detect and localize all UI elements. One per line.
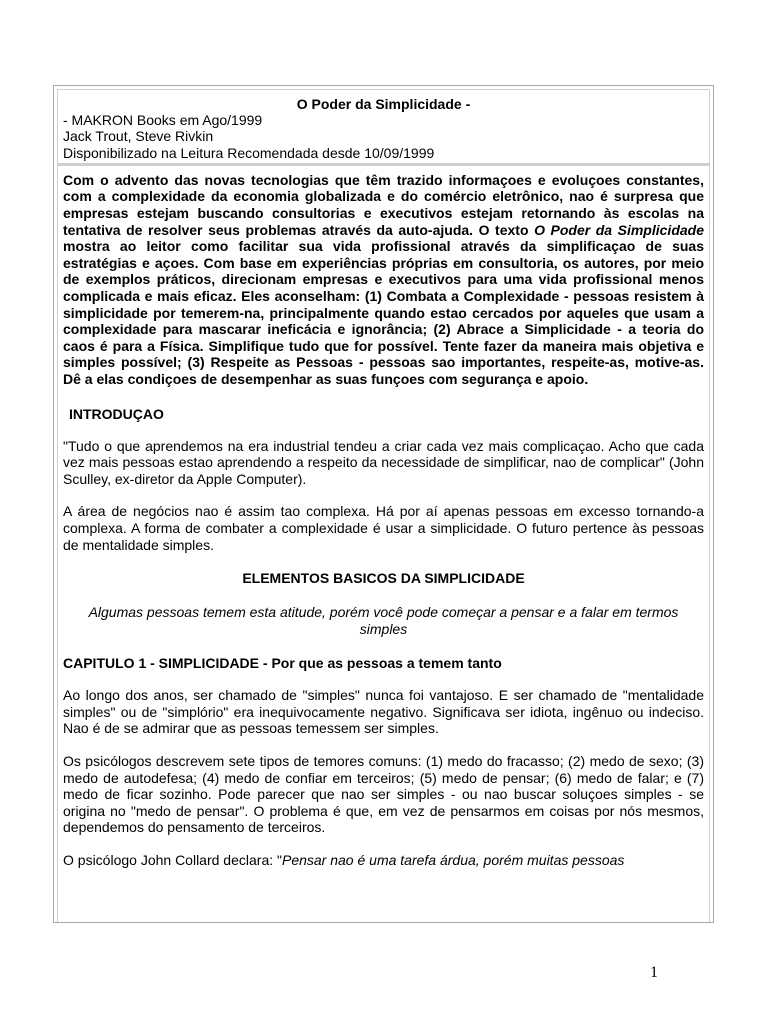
elements-heading: ELEMENTOS BASICOS DA SIMPLICIDADE <box>242 570 525 587</box>
availability-line: Disponibilizado na Leitura Recomendada desde 10/09/1999 <box>63 144 435 161</box>
intro-quote: "Tudo o que aprendemos na era industrial tendeu a criar cada vez mais complicaçao. Acho que cada vez mais pessoas estao aprendendo a respeito da necessidade de simplificar, nao de complicar" (John Sculley, ex-diretor da Apple Computer). <box>63 437 704 487</box>
chapter-1-paragraph-3 <box>63 852 704 869</box>
elements-subtitle: Algumas pessoas temem esta atitude, porém você pode começar a pensar e a falar em termos simples <box>88 604 679 637</box>
summary-text-1: Com o advento das novas tecnologias que têm trazido informaçoes e evoluçoes constantes, com a complexidade da economia globalizada e do comércio eletrônico, nao é surpresa que empresas estejam buscando consultorias e executivos estejam retornando às escolas na tentativa de resolver seus problemas através da auto-ajuda. O texto <box>63 171 704 238</box>
book-title: O Poder da Simplicidade - <box>296 96 471 112</box>
intro-heading: INTRODUÇAO <box>69 405 164 422</box>
publisher-line: - MAKRON Books em Ago/1999 <box>63 112 263 129</box>
chapter-1-heading: CAPITULO 1 - SIMPLICIDADE - Por que as pessoas a temem tanto <box>63 655 502 672</box>
authors-line: Jack Trout, Steve Rivkin <box>63 128 214 145</box>
document-frame <box>53 85 714 923</box>
summary-book-title: O Poder da Simplicidade <box>534 221 704 238</box>
book-header <box>63 96 704 161</box>
document-content <box>57 89 710 923</box>
summary-text-2: mostra ao leitor como facilitar sua vida profissional através da simplificaçao de suas estratégias e açoes. Com base em experiências próprias em consultoria, os autores, por meio de exemplos práticos, direcionam empresas e executivos para uma vida profissional menos complicada e mais eficaz. Eles aconselham: (1) Combata a Complexidade - pessoas resistem à simplicidade por temerem-na, principalmente quando estao cercados por aqueles que usam a complexidade para mascarar ineficácia e ignorância; (2) Abrace a Simplicidade - a teoria do caos é para a Física. Simplifique tudo que for possível. Tente fazer da maneira mais objetiva e simples possível; (3) Respeite as Pessoas - pessoas sao importantes, respeite-as, motive-as. Dê a elas condiçoes de desempenhar as suas funçoes com segurança e apoio. <box>63 238 704 387</box>
chapter-1-paragraph-2: Os psicólogos descrevem sete tipos de temores comuns: (1) medo do fracasso; (2) medo de sexo; (3) medo de autodefesa; (4) medo de confiar em terceiros; (5) medo de pensar; (6) medo de falar; e (7) medo de ficar sozinho. Pode parecer que nao ser simples - ou nao buscar soluçoes simples - se origina no "medo de pensar". O problema é que, em vez de pensarmos em coisas por nós mesmos, dependemos do pensamento de terceiros. <box>63 753 704 836</box>
summary-paragraph <box>63 172 704 388</box>
chapter-1-paragraph-3-start: O psicólogo John Collard declara: " <box>63 852 282 869</box>
chapter-1-paragraph-1: Ao longo dos anos, ser chamado de "simples" nunca foi vantajoso. E ser chamado de "mentalidade simples" ou de "simplório" era inequivocamente negativo. Significava ser idiota, ingênuo ou indeciso. Nao é de se admirar que as pessoas temessem ser simples. <box>63 687 704 737</box>
header-divider <box>58 163 709 166</box>
page-number: 1 <box>650 964 658 981</box>
intro-paragraph: A área de negócios nao é assim tao complexa. Há por aí apenas pessoas em excesso tornando-a complexa. A forma de combater a complexidade é usar a simplicidade. O futuro pertence às pessoas de mentalidade simples. <box>63 503 704 553</box>
chapter-1-paragraph-3-quote: Pensar nao é uma tarefa árdua, porém muitas pessoas <box>281 852 625 869</box>
